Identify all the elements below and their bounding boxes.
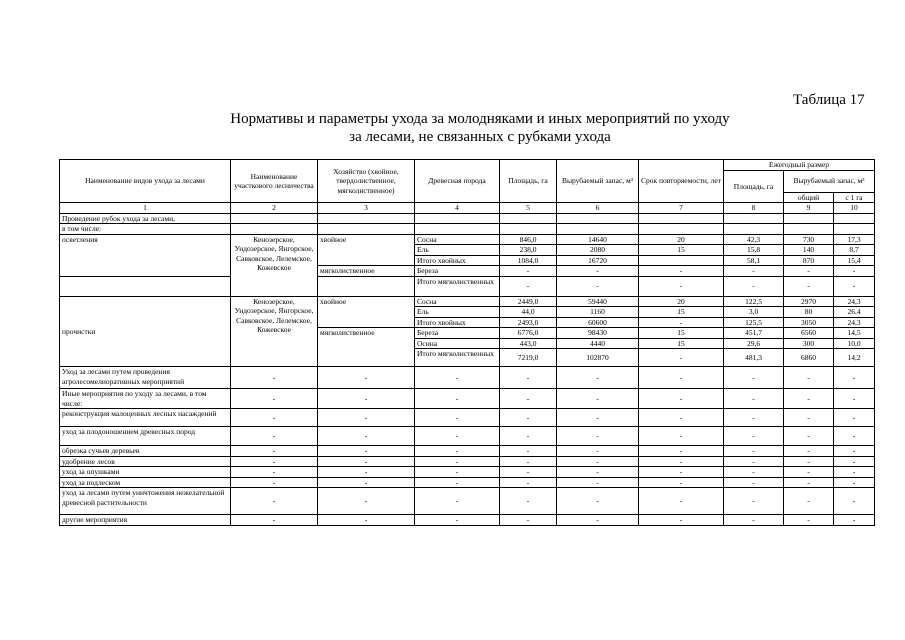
- value-cell: 17,3: [834, 234, 875, 245]
- species-cell: Ель: [415, 245, 500, 256]
- column-number: 9: [784, 203, 834, 214]
- activity-label: Уход за лесами путем проведения агролесомелиоративных мероприятий: [60, 367, 231, 389]
- value-cell: 102870: [557, 349, 639, 367]
- value-cell: -: [500, 276, 557, 296]
- activity-label: Иные мероприятия по уходу за лесами, в том числе:: [60, 389, 231, 409]
- species-cell: Итого хвойных: [415, 317, 500, 328]
- header-species: Древесная порода: [415, 160, 500, 203]
- value-cell: -: [500, 515, 557, 526]
- value-cell: 14640: [557, 234, 639, 245]
- value-cell: 20: [639, 234, 724, 245]
- activity-label: удобрение лесов: [60, 456, 231, 467]
- value-cell: [639, 255, 724, 266]
- value-cell: -: [834, 477, 875, 488]
- value-cell: -: [784, 427, 834, 446]
- value-cell: -: [834, 389, 875, 409]
- value-cell: -: [415, 488, 500, 515]
- header-volume: Вырубаемый запас, м³: [557, 160, 639, 203]
- value-cell: 3050: [784, 317, 834, 328]
- value-cell: -: [784, 456, 834, 467]
- column-number: 5: [500, 203, 557, 214]
- value-cell: 44,0: [500, 307, 557, 318]
- value-cell: 15: [639, 307, 724, 318]
- value-cell: -: [784, 515, 834, 526]
- activity-brightening: осветления: [60, 234, 231, 276]
- header-district: Наименование участкового лесничества: [231, 160, 318, 203]
- column-number: 1: [60, 203, 231, 214]
- farm-conifer: хвойное: [318, 296, 415, 328]
- value-cell: 846,0: [500, 234, 557, 245]
- value-cell: -: [318, 467, 415, 478]
- header-period: Срок повторяемости, лет: [639, 160, 724, 203]
- value-cell: -: [834, 409, 875, 427]
- value-cell: -: [639, 389, 724, 409]
- header-per-ha: с 1 га: [834, 192, 875, 203]
- table-row: [60, 427, 875, 446]
- value-cell: 2449,0: [500, 296, 557, 307]
- value-cell: -: [724, 276, 784, 296]
- value-cell: -: [231, 446, 318, 457]
- species-cell: Сосна: [415, 296, 500, 307]
- value-cell: -: [415, 409, 500, 427]
- value-cell: 2080: [557, 245, 639, 256]
- column-number: 8: [724, 203, 784, 214]
- value-cell: -: [500, 488, 557, 515]
- value-cell: -: [834, 367, 875, 389]
- header-annual-volume: Вырубаемый запас, м³: [784, 170, 875, 192]
- value-cell: -: [318, 456, 415, 467]
- value-cell: -: [639, 266, 724, 277]
- value-cell: -: [231, 456, 318, 467]
- value-cell: -: [834, 467, 875, 478]
- value-cell: 1160: [557, 307, 639, 318]
- value-cell: -: [639, 427, 724, 446]
- value-cell: -: [318, 488, 415, 515]
- value-cell: -: [231, 467, 318, 478]
- value-cell: -: [500, 456, 557, 467]
- header-annual-area: Площадь, га: [724, 170, 784, 203]
- table-row: [60, 234, 875, 245]
- value-cell: 24,3: [834, 317, 875, 328]
- table-row: [60, 477, 875, 488]
- table-row: [60, 367, 875, 389]
- activity-label: уход за плодоношением древесных пород: [60, 427, 231, 446]
- value-cell: -: [639, 367, 724, 389]
- value-cell: -: [231, 477, 318, 488]
- value-cell: -: [724, 367, 784, 389]
- value-cell: -: [318, 427, 415, 446]
- species-cell: Береза: [415, 266, 500, 277]
- value-cell: -: [639, 488, 724, 515]
- value-cell: -: [415, 515, 500, 526]
- value-cell: -: [834, 276, 875, 296]
- value-cell: -: [557, 456, 639, 467]
- value-cell: -: [415, 456, 500, 467]
- value-cell: -: [557, 409, 639, 427]
- value-cell: 2493,0: [500, 317, 557, 328]
- value-cell: -: [500, 409, 557, 427]
- value-cell: 14,2: [834, 349, 875, 367]
- value-cell: -: [557, 515, 639, 526]
- activity-label: уход за подлеском: [60, 477, 231, 488]
- column-number: 6: [557, 203, 639, 214]
- value-cell: 2970: [784, 296, 834, 307]
- value-cell: -: [500, 427, 557, 446]
- farm-soft: мягколиственное: [318, 266, 415, 277]
- value-cell: -: [639, 317, 724, 328]
- value-cell: 3,0: [724, 307, 784, 318]
- value-cell: 60600: [557, 317, 639, 328]
- value-cell: -: [639, 477, 724, 488]
- value-cell: -: [639, 446, 724, 457]
- value-cell: -: [639, 409, 724, 427]
- species-cell: Итого хвойных: [415, 255, 500, 266]
- header-area: Площадь, га: [500, 160, 557, 203]
- value-cell: -: [784, 266, 834, 277]
- value-cell: 300: [784, 338, 834, 349]
- value-cell: -: [724, 456, 784, 467]
- header-annual: Ежегодный размер: [724, 160, 875, 171]
- value-cell: 58,1: [724, 255, 784, 266]
- value-cell: -: [231, 367, 318, 389]
- value-cell: 15,8: [724, 245, 784, 256]
- value-cell: 24,3: [834, 296, 875, 307]
- value-cell: -: [784, 409, 834, 427]
- value-cell: 15,4: [834, 255, 875, 266]
- value-cell: -: [784, 389, 834, 409]
- species-cell: Сосна: [415, 234, 500, 245]
- value-cell: -: [318, 367, 415, 389]
- value-cell: -: [415, 427, 500, 446]
- table-row: [60, 389, 875, 409]
- value-cell: -: [784, 488, 834, 515]
- value-cell: -: [834, 456, 875, 467]
- thinning-heading: Проведение рубок ухода за лесами,: [60, 213, 231, 224]
- column-number: 10: [834, 203, 875, 214]
- value-cell: -: [834, 266, 875, 277]
- value-cell: 238,0: [500, 245, 557, 256]
- column-number: 3: [318, 203, 415, 214]
- value-cell: 26,4: [834, 307, 875, 318]
- table-row: [60, 488, 875, 515]
- species-cell: Итого мягколиственных: [415, 349, 500, 367]
- value-cell: 14,5: [834, 328, 875, 339]
- including-label: в том числе:: [60, 224, 231, 235]
- value-cell: 98430: [557, 328, 639, 339]
- value-cell: 6860: [784, 349, 834, 367]
- value-cell: -: [231, 488, 318, 515]
- value-cell: 481,3: [724, 349, 784, 367]
- value-cell: -: [500, 367, 557, 389]
- standards-table: [59, 159, 875, 526]
- value-cell: 6560: [784, 328, 834, 339]
- value-cell: -: [557, 389, 639, 409]
- column-number: 4: [415, 203, 500, 214]
- value-cell: -: [415, 367, 500, 389]
- value-cell: -: [724, 467, 784, 478]
- value-cell: -: [724, 427, 784, 446]
- value-cell: 29,6: [724, 338, 784, 349]
- value-cell: -: [784, 446, 834, 457]
- value-cell: -: [639, 349, 724, 367]
- header-farm: Хозяйство (хвойное, твердолиственное, мягколиственное): [318, 160, 415, 203]
- value-cell: -: [557, 276, 639, 296]
- value-cell: -: [318, 409, 415, 427]
- value-cell: 15: [639, 245, 724, 256]
- value-cell: -: [834, 488, 875, 515]
- value-cell: -: [500, 477, 557, 488]
- activity-label: уход за опушками: [60, 467, 231, 478]
- value-cell: -: [557, 266, 639, 277]
- value-cell: 140: [784, 245, 834, 256]
- value-cell: -: [557, 477, 639, 488]
- value-cell: 443,0: [500, 338, 557, 349]
- farm-conifer: хвойное: [318, 234, 415, 266]
- header-total: общий: [784, 192, 834, 203]
- value-cell: -: [415, 446, 500, 457]
- species-cell: Итого мягколиственных: [415, 276, 500, 296]
- value-cell: -: [415, 477, 500, 488]
- districts-brightening: Кенозерское, Ундозерское, Янгорское, Савковское, Лелемское, Кожевское: [231, 234, 318, 296]
- empty-cell: [60, 276, 231, 296]
- activity-label: реконструкция малоценных лесных насаждений: [60, 409, 231, 427]
- activity-cleaning: прочистки: [60, 296, 231, 367]
- farm-soft: мягколиственное: [318, 328, 415, 367]
- value-cell: -: [834, 515, 875, 526]
- page-title-line-1: Нормативы и параметры ухода за молодняками и иных мероприятий по уходу: [230, 111, 730, 127]
- table-row: [60, 456, 875, 467]
- value-cell: 42,3: [724, 234, 784, 245]
- table-row: [60, 467, 875, 478]
- species-cell: Береза: [415, 328, 500, 339]
- value-cell: -: [724, 515, 784, 526]
- value-cell: -: [784, 367, 834, 389]
- value-cell: 8,7: [834, 245, 875, 256]
- column-number: 7: [639, 203, 724, 214]
- value-cell: 1084,0: [500, 255, 557, 266]
- column-number: 2: [231, 203, 318, 214]
- value-cell: -: [639, 276, 724, 296]
- species-cell: Ель: [415, 307, 500, 318]
- value-cell: 15: [639, 328, 724, 339]
- value-cell: 16720: [557, 255, 639, 266]
- value-cell: -: [318, 515, 415, 526]
- value-cell: 870: [784, 255, 834, 266]
- value-cell: 451,7: [724, 328, 784, 339]
- value-cell: -: [557, 367, 639, 389]
- value-cell: -: [318, 389, 415, 409]
- table-number: Таблица 17: [793, 92, 865, 108]
- value-cell: -: [724, 409, 784, 427]
- activity-label: уход за лесами путем уничтожения нежелательной древесной растительности: [60, 488, 231, 515]
- value-cell: 122,5: [724, 296, 784, 307]
- value-cell: -: [724, 488, 784, 515]
- value-cell: -: [500, 266, 557, 277]
- value-cell: -: [724, 477, 784, 488]
- value-cell: -: [834, 427, 875, 446]
- value-cell: -: [784, 467, 834, 478]
- activity-label: другие мероприятия: [60, 515, 231, 526]
- value-cell: 10,0: [834, 338, 875, 349]
- value-cell: -: [639, 515, 724, 526]
- value-cell: -: [415, 389, 500, 409]
- value-cell: 7219,0: [500, 349, 557, 367]
- value-cell: -: [724, 446, 784, 457]
- value-cell: 59440: [557, 296, 639, 307]
- value-cell: 4440: [557, 338, 639, 349]
- table-row: [60, 276, 875, 296]
- value-cell: -: [784, 477, 834, 488]
- value-cell: -: [724, 266, 784, 277]
- value-cell: -: [500, 467, 557, 478]
- value-cell: -: [231, 427, 318, 446]
- value-cell: -: [557, 467, 639, 478]
- value-cell: -: [557, 446, 639, 457]
- value-cell: -: [834, 446, 875, 457]
- value-cell: -: [557, 488, 639, 515]
- table-row: [60, 446, 875, 457]
- table-row: [60, 409, 875, 427]
- value-cell: -: [231, 389, 318, 409]
- value-cell: -: [724, 389, 784, 409]
- value-cell: -: [231, 515, 318, 526]
- value-cell: -: [318, 446, 415, 457]
- value-cell: -: [784, 276, 834, 296]
- value-cell: -: [639, 456, 724, 467]
- table-row: [60, 296, 875, 307]
- value-cell: -: [639, 467, 724, 478]
- empty-cell: [318, 276, 415, 296]
- activity-label: обрезка сучьев деревьев: [60, 446, 231, 457]
- header-activity: Наименование видов ухода за лесами: [60, 160, 231, 203]
- value-cell: 730: [784, 234, 834, 245]
- value-cell: 80: [784, 307, 834, 318]
- table-row: [60, 515, 875, 526]
- value-cell: 20: [639, 296, 724, 307]
- value-cell: 6776,0: [500, 328, 557, 339]
- value-cell: -: [557, 427, 639, 446]
- value-cell: -: [231, 409, 318, 427]
- districts-cleaning: Кенозерское, Ундозерское, Янгорское, Савковское, Лелемское, Кожевское: [231, 296, 318, 367]
- value-cell: 15: [639, 338, 724, 349]
- species-cell: Осина: [415, 338, 500, 349]
- value-cell: -: [415, 467, 500, 478]
- value-cell: -: [500, 389, 557, 409]
- value-cell: -: [318, 477, 415, 488]
- value-cell: -: [500, 446, 557, 457]
- value-cell: 125,5: [724, 317, 784, 328]
- page-title-line-2: за лесами, не связанных с рубками ухода: [349, 129, 611, 145]
